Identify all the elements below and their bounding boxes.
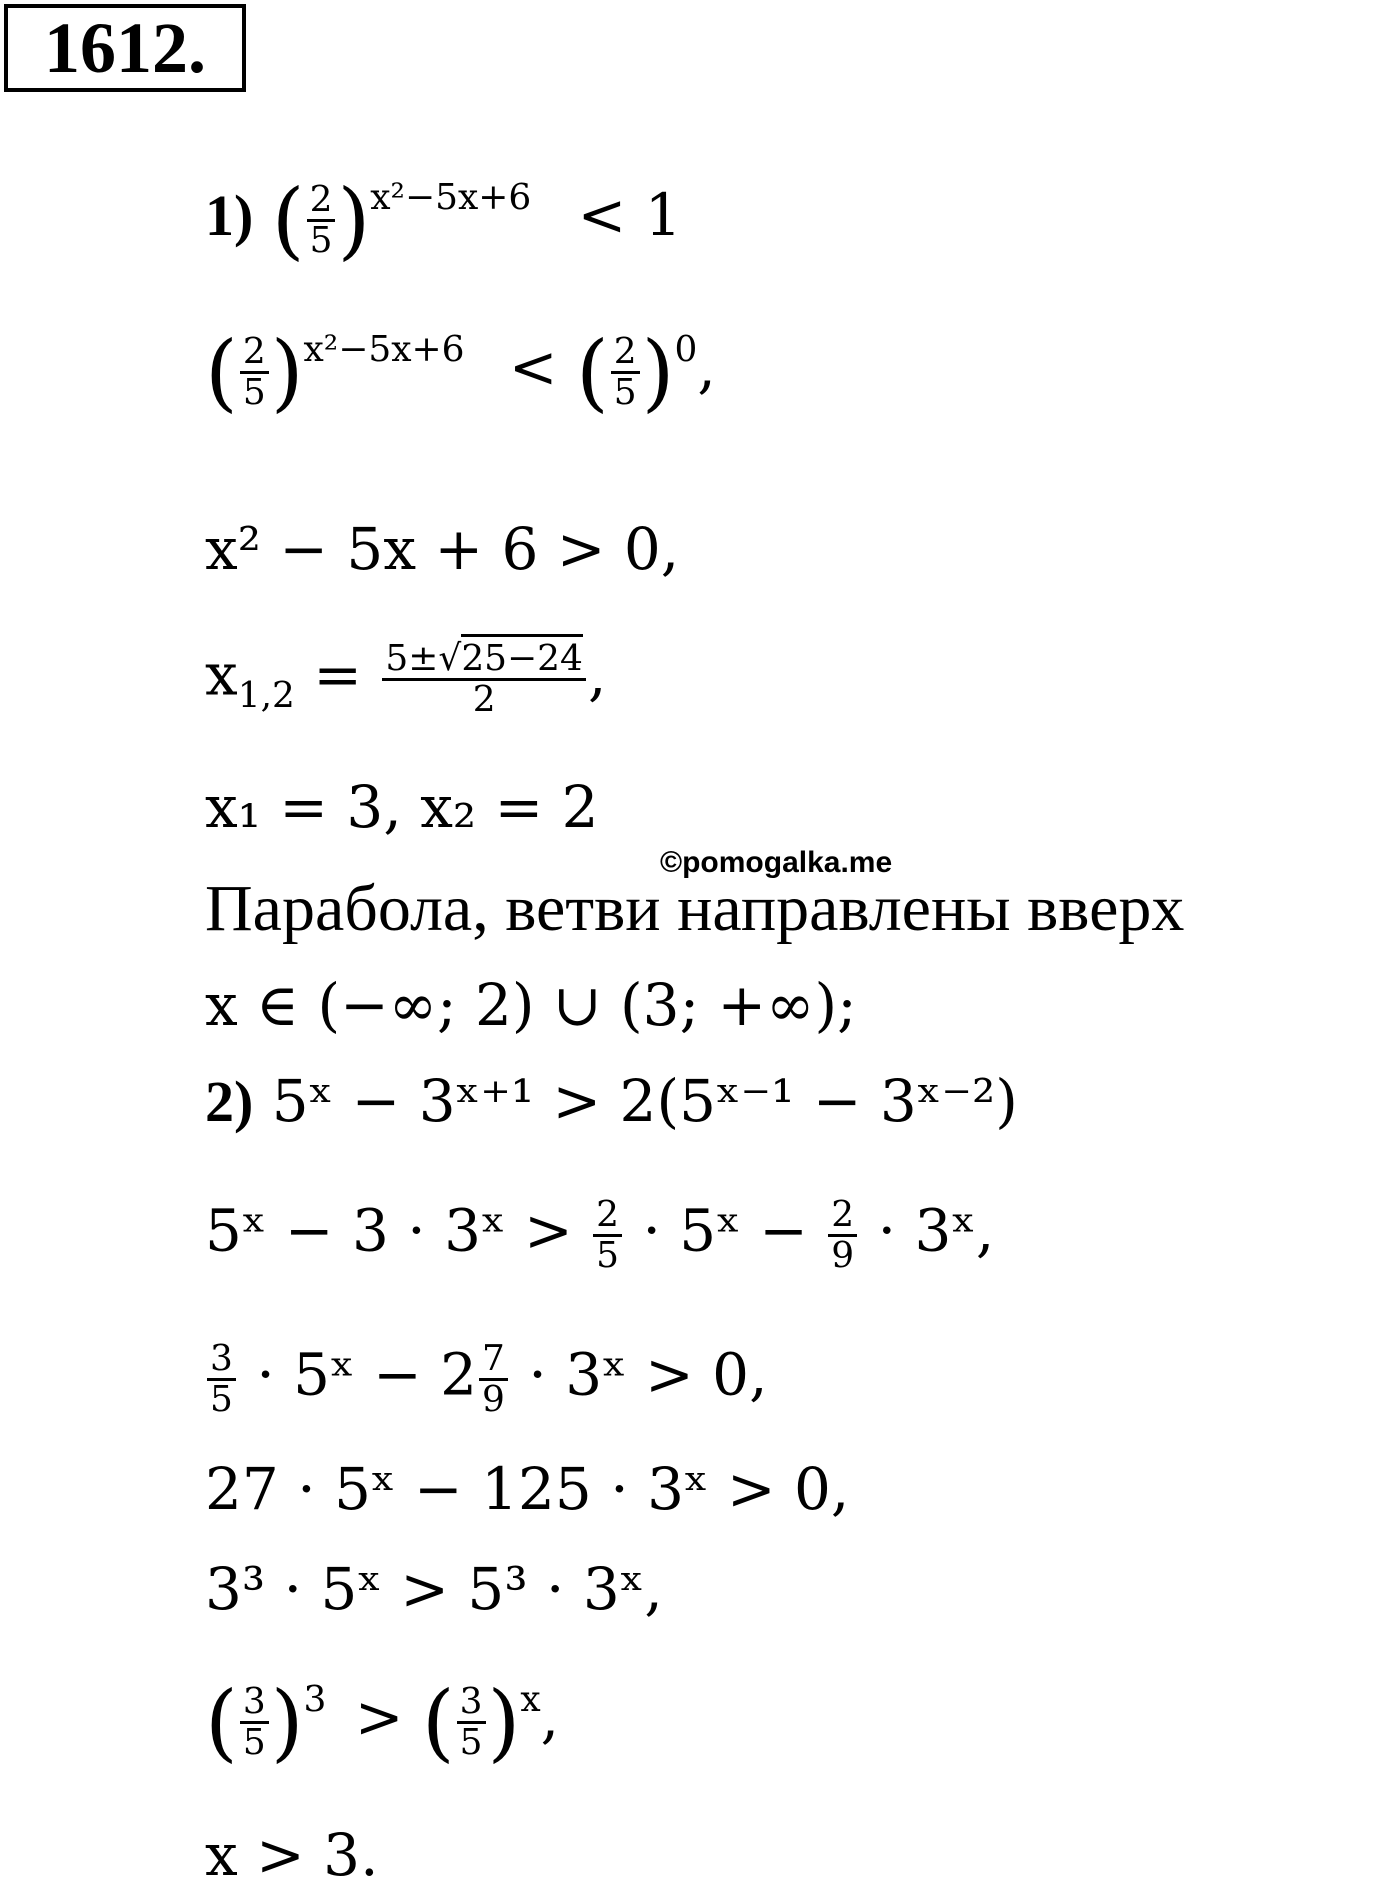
inequality-rhs: < 1 [577,181,682,250]
part2-label: 2) [205,1069,254,1134]
part2-step2: $\frac{3}{5}$ · 5ˣ − 2 $\frac{7}{9}$ · 3ˣ > 0, [205,1340,768,1419]
part1-quadratic: x² − 5x + 6 > 0, [205,515,680,583]
problem-number-box [4,4,246,92]
problem-number: 1612. [44,8,206,88]
part1-answer: x ∈ (−∞; 2) ∪ (3; +∞); [205,971,857,1039]
part1-roots-values: x₁ = 3, x₂ = 2 [205,773,599,841]
part1-note: Парабола, ветви направлены вверх [205,872,1185,945]
part2-step4: 3³ · 5ˣ > 5³ · 3ˣ, [205,1555,663,1623]
watermark: ©pomogalka.me [660,846,893,879]
exponent: x²−5x+6 [370,177,532,219]
part1-inequality: 1) ( $\frac{2}{5}$ )$^{x^2-5x+6}$ < 1 [205,171,682,269]
base-fraction: $\frac{2}{5}$ [307,181,336,260]
part2-step5: ( $\frac{3}{5}$ )$^3$ > ( $\frac{3}{5}$ )$^x$, [205,1673,560,1771]
part2-step1: 5ˣ − 3 · 3ˣ > $\frac{2}{5}$ · 5ˣ − $\frac{2}{9}$ · 3ˣ, [205,1194,995,1276]
part2-inequality: 2) 5ˣ − 3ˣ⁺¹ > 2(5ˣ⁻¹ − 3ˣ⁻²) [205,1067,1018,1135]
part2-answer: x > 3. [205,1821,379,1889]
part2-step3: 27 · 5ˣ − 125 · 3ˣ > 0, [205,1455,850,1523]
part1-label: 1) [205,183,254,249]
part1-roots-formula: $x_{1,2}$ = $\frac{5\pm√25-24}{2}$ , [205,640,606,719]
part1-step-powers: ( $\frac{2}{5}$ )$^{x^2-5x+6}$ < ( $\frac{2}{5}$ )$^0$, [205,323,716,421]
